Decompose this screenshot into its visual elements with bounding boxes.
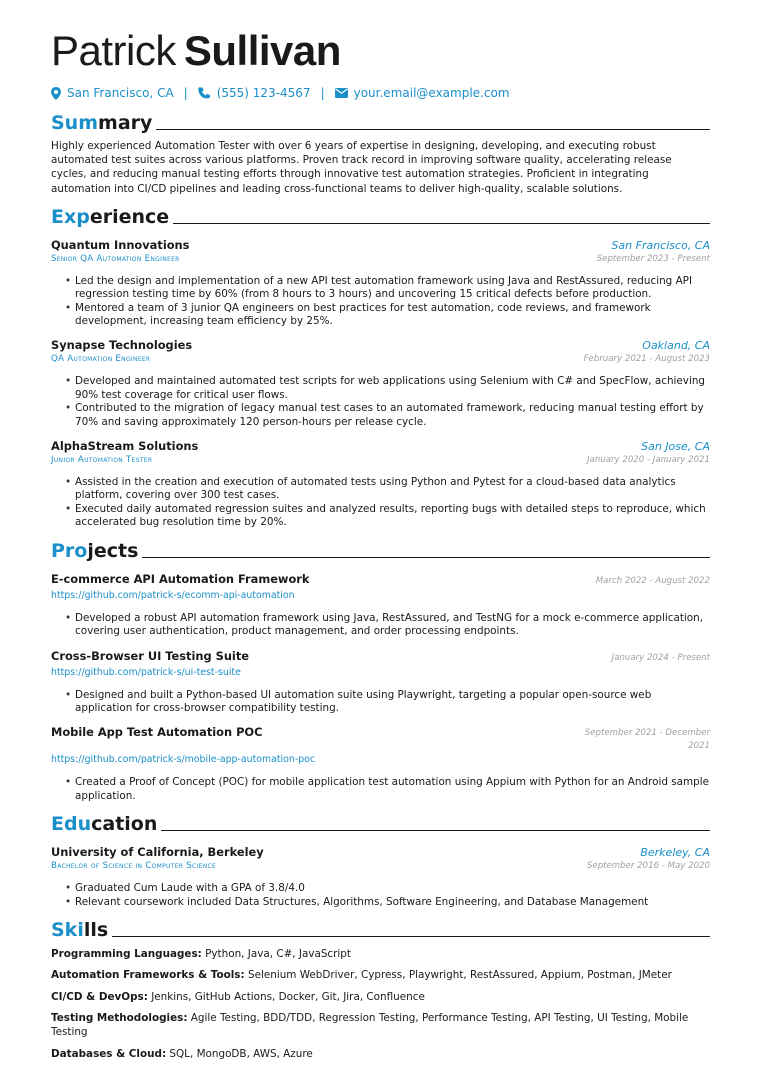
map-marker-icon <box>51 87 61 100</box>
bullet-item: • Developed a robust API automation framework using Java, RestAssured, and TestNG for a mock e-commerce application, covering user authentication, product management, and order processing endpoints. <box>65 612 710 639</box>
project-link[interactable]: https://github.com/patrick-s/mobile-app-automation-poc <box>51 754 316 766</box>
job-title: Junior Automation Tester <box>51 455 153 466</box>
last-name: Sullivan <box>183 27 341 74</box>
first-name: Patrick <box>51 27 176 74</box>
contact-email[interactable] <box>335 86 510 100</box>
bullet-list <box>51 612 710 639</box>
experience-entry <box>51 238 710 329</box>
bullet-list <box>51 776 710 803</box>
experience-entry <box>51 439 710 530</box>
bullet-item: • Graduated Cum Laude with a GPA of 3.8/4.0 <box>65 882 710 895</box>
projects-heading <box>51 536 710 562</box>
heading-rest: erience <box>89 205 170 228</box>
project-link[interactable]: https://github.com/patrick-s/ecomm-api-automation <box>51 589 295 601</box>
contact-location <box>51 86 174 100</box>
skill-value: Jenkins, GitHub Actions, Docker, Git, Jira, Confluence <box>151 990 425 1003</box>
job-title: QA Automation Engineer <box>51 354 151 365</box>
heading-rest: mary <box>98 112 153 134</box>
project-dates-line2: 2021 <box>688 741 710 752</box>
location-text: San Francisco, CA <box>67 86 174 100</box>
contact-separator: | <box>183 86 188 100</box>
job-dates: September 2023 - Present <box>596 253 710 264</box>
contact-phone[interactable] <box>198 86 311 100</box>
project-dates: January 2024 - Present <box>611 652 710 663</box>
heading-accent: Ski <box>51 918 84 941</box>
section-rule <box>173 223 710 224</box>
project-entry <box>51 572 710 639</box>
project-entry <box>51 649 710 716</box>
heading-accent: Exp <box>51 205 90 228</box>
email-text: your.email@example.com <box>353 86 510 100</box>
section-rule <box>142 557 710 558</box>
section-rule <box>112 936 710 937</box>
skill-label: CI/CD & DevOps: <box>51 990 148 1003</box>
bullet-item: • Designed and built a Python-based UI automation suite using Playwright, targeting a popular open-source web application for cross-browser compatibility testing. <box>65 689 710 716</box>
heading-rest: jects <box>87 539 139 562</box>
skill-value: Python, Java, C#, JavaScript <box>205 947 351 960</box>
section-rule <box>161 830 710 831</box>
bullet-item: • Contributed to the migration of legacy manual test cases to an automated framework, reducing manual testing effort by 70% and saving approximately 120 person-hours per release cycle. <box>65 402 710 429</box>
job-dates: February 2021 - August 2023 <box>583 354 710 365</box>
skill-value: SQL, MongoDB, AWS, Azure <box>169 1047 313 1060</box>
skill-value: Agile Testing, BDD/TDD, Regression Testing, Performance Testing, API Testing, UI Testing, Mobile Testing <box>51 1012 689 1039</box>
bullet-item: • Mentored a team of 3 junior QA engineers on best practices for test automation, code reviews, and framework development, increasing team efficiency by 25%. <box>65 302 710 329</box>
contact-bar <box>51 84 710 102</box>
job-dates: January 2020 - January 2021 <box>587 455 710 466</box>
skill-label: Testing Methodologies: <box>51 1012 188 1025</box>
skill-line <box>51 1047 710 1061</box>
bullet-list <box>51 375 710 429</box>
bullet-item: • Led the design and implementation of a new API test automation framework using Java and RestAssured, reducing API regression testing time by 60% (from 8 hours to 3 hours) and uncovering 15 critical defects before production. <box>65 275 710 302</box>
skill-label: Automation Frameworks & Tools: <box>51 969 245 982</box>
bullet-item: • Executed daily automated regression suites and analyzed results, reporting bugs with detailed steps to reproduce, which accelerated bug resolution time by 20%. <box>65 503 710 530</box>
project-name: Cross-Browser UI Testing Suite <box>51 648 250 663</box>
experience-entry <box>51 338 710 429</box>
summary-heading <box>51 108 710 134</box>
candidate-name <box>51 26 710 76</box>
bullet-item: • Assisted in the creation and execution of automated tests using Python and Pytest for a cloud-based data analytics platform, covering over 300 test cases. <box>65 476 710 503</box>
skill-line <box>51 990 710 1004</box>
bullet-list <box>51 689 710 716</box>
project-link[interactable]: https://github.com/patrick-s/ui-test-suite <box>51 666 241 678</box>
project-name: Mobile App Test Automation POC <box>51 725 263 740</box>
phone-text: (555) 123-4567 <box>216 86 311 100</box>
skill-label: Programming Languages: <box>51 947 202 960</box>
bullet-list <box>51 882 710 909</box>
job-location: Oakland, CA <box>642 339 710 353</box>
degree: Bachelor of Science in Computer Science <box>51 861 217 872</box>
project-dates-line1: September 2021 - December <box>584 728 710 739</box>
education-heading <box>51 809 710 835</box>
skill-value: Selenium WebDriver, Cypress, Playwright, RestAssured, Appium, Postman, JMeter <box>247 969 672 982</box>
company-name: AlphaStream Solutions <box>51 439 199 454</box>
skill-line <box>51 1011 710 1039</box>
skills-list <box>51 947 710 1061</box>
heading-rest: lls <box>83 918 109 941</box>
bullet-item: • Created a Proof of Concept (POC) for mobile application test automation using Appium with Python for an Android sample application. <box>65 776 710 803</box>
heading-accent: Edu <box>51 813 92 836</box>
skill-line <box>51 947 710 961</box>
project-name: E-commerce API Automation Framework <box>51 571 310 586</box>
school-location: Berkeley, CA <box>640 846 710 860</box>
experience-heading <box>51 202 710 228</box>
bullet-item: • Developed and maintained automated test scripts for web applications using Selenium with C# and SpecFlow, achieving 90% test coverage for critical user flows. <box>65 375 710 402</box>
heading-accent: Sum <box>51 112 99 134</box>
project-dates <box>585 727 710 753</box>
skill-line <box>51 968 710 982</box>
bullet-list <box>51 275 710 329</box>
job-location: San Francisco, CA <box>611 238 710 252</box>
heading-accent: Pro <box>51 539 88 562</box>
contact-separator: | <box>320 86 325 100</box>
project-entry <box>51 725 710 803</box>
envelope-icon <box>335 88 348 98</box>
education-entry <box>51 845 710 909</box>
job-location: San Jose, CA <box>641 440 710 454</box>
skills-heading <box>51 915 710 941</box>
heading-rest: cation <box>91 813 158 836</box>
school-name: University of California, Berkeley <box>51 845 264 860</box>
summary-text: Highly experienced Automation Tester with over 6 years of expertise in designing, developing, and executing robust automated test suites across various platforms. Proven track record in improving software quality, accelerating release cycles, and reducing manual testing efforts through innovative test automation strategies. Proficient in integrating automation into CI/CD pipelines and leading cross-functional teams to deliver high-quality, scalable solutions. <box>51 140 672 195</box>
skill-label: Databases & Cloud: <box>51 1047 167 1060</box>
school-dates: September 2016 - May 2020 <box>586 861 710 872</box>
job-title: Senior QA Automation Engineer <box>51 253 180 264</box>
company-name: Quantum Innovations <box>51 237 190 252</box>
bullet-list <box>51 476 710 530</box>
company-name: Synapse Technologies <box>51 338 193 353</box>
section-rule <box>156 129 710 130</box>
project-dates: March 2022 - August 2022 <box>595 575 710 586</box>
bullet-item: • Relevant coursework included Data Structures, Algorithms, Software Engineering, and Database Management <box>65 896 710 909</box>
phone-icon <box>198 87 211 100</box>
